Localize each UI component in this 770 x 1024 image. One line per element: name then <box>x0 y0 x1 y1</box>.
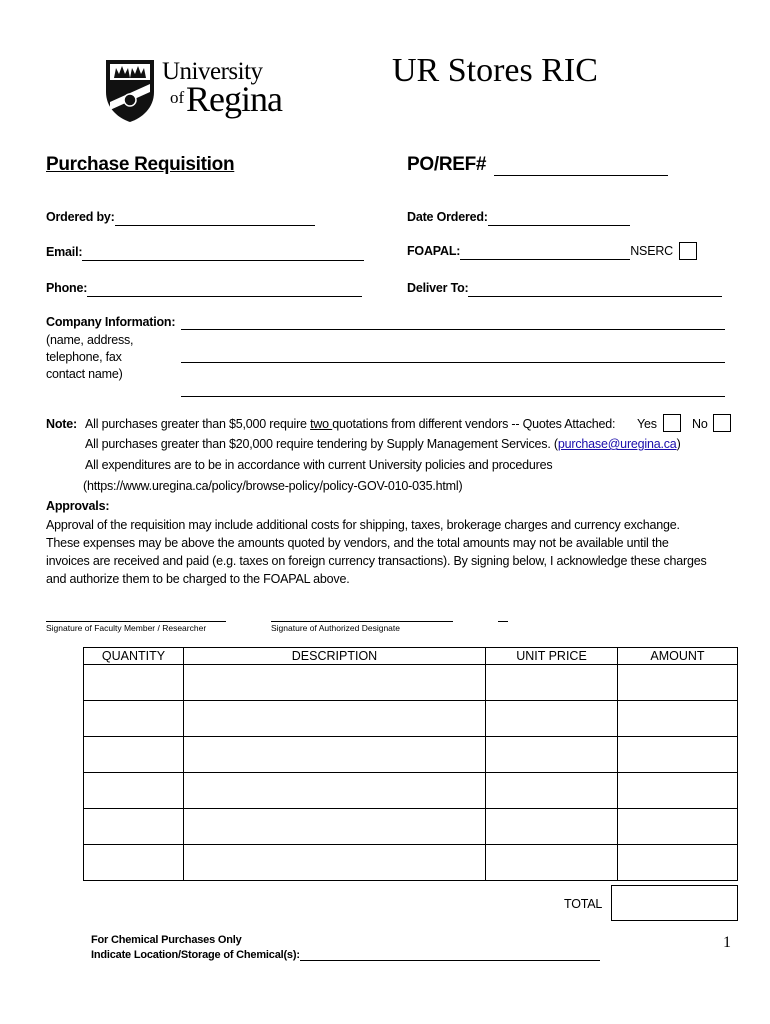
col-unit-price: UNIT PRICE <box>486 648 618 665</box>
table-row <box>84 773 738 809</box>
logo-text-university: University <box>162 58 263 85</box>
no-label: No <box>692 417 708 431</box>
quantity-cell[interactable] <box>84 845 184 881</box>
quantity-cell[interactable] <box>84 665 184 701</box>
approvals-text <box>46 516 707 588</box>
po-ref-label: PO/REF# <box>407 154 487 175</box>
quantity-cell[interactable] <box>84 773 184 809</box>
signature-designate-line[interactable] <box>271 607 453 622</box>
phone-field[interactable] <box>87 282 362 297</box>
total-label: TOTAL <box>564 897 603 911</box>
foapal-row <box>407 242 697 260</box>
date-ordered-row <box>407 208 630 226</box>
company-field-line-1[interactable] <box>181 315 725 330</box>
signature-researcher-label: Signature of Faculty Member / Researcher <box>46 623 207 633</box>
logo-text-of: of <box>170 88 185 107</box>
phone-row <box>46 279 362 297</box>
note-line-2-text: All purchases greater than $20,000 require tendering by Supply Management Services. ( <box>85 437 558 451</box>
amount-cell[interactable] <box>618 845 738 881</box>
approvals-label: Approvals: <box>46 499 110 513</box>
description-cell[interactable] <box>184 809 486 845</box>
table-row <box>84 701 738 737</box>
items-table <box>83 647 738 881</box>
page-number: 1 <box>723 934 731 951</box>
chemical-location-field[interactable] <box>300 949 600 961</box>
approvals-line-4: and authorize them to be charged to the FOAPAL above. <box>46 572 350 586</box>
description-cell[interactable] <box>184 737 486 773</box>
note-line-1-text: All purchases greater than $5,000 require <box>85 417 311 431</box>
col-quantity: QUANTITY <box>84 648 184 665</box>
company-hint-line-1: (name, address, <box>46 333 134 347</box>
chemical-purchases-label: For Chemical Purchases Only <box>91 934 242 946</box>
unit-price-cell[interactable] <box>486 773 618 809</box>
company-label: Company Information: <box>46 315 176 329</box>
note-line-1 <box>85 417 615 431</box>
total-field[interactable] <box>611 885 738 921</box>
note-line-2-close: ) <box>676 437 681 451</box>
deliver-to-field[interactable] <box>468 282 722 297</box>
quantity-cell[interactable] <box>84 701 184 737</box>
description-cell[interactable] <box>184 773 486 809</box>
date-ordered-field[interactable] <box>488 211 630 226</box>
logo-text-regina: Regina <box>186 79 282 119</box>
phone-label: Phone: <box>46 281 88 295</box>
company-hint-line-2: telephone, fax <box>46 350 122 364</box>
items-body <box>84 665 738 881</box>
note-label: Note: <box>46 417 77 431</box>
unit-price-cell[interactable] <box>486 701 618 737</box>
quantity-cell[interactable] <box>84 809 184 845</box>
table-row <box>84 665 738 701</box>
company-hint-line-3: contact name) <box>46 367 123 381</box>
chemical-location-row <box>91 949 600 961</box>
table-header-row <box>84 648 738 665</box>
signature-researcher-line[interactable] <box>46 607 226 622</box>
signature-designate-label: Signature of Authorized Designate <box>271 623 401 633</box>
ordered-by-field[interactable] <box>115 211 315 226</box>
amount-cell[interactable] <box>618 665 738 701</box>
form-title: Purchase Requisition <box>46 154 235 175</box>
note-two-underlined: two <box>310 417 333 431</box>
yes-label: Yes <box>637 417 657 431</box>
amount-cell[interactable] <box>618 773 738 809</box>
quotes-no-checkbox[interactable] <box>713 414 731 432</box>
company-hint <box>46 332 133 383</box>
po-ref-field[interactable] <box>494 161 668 176</box>
nserc-checkbox[interactable] <box>679 242 697 260</box>
company-field-line-3[interactable] <box>181 382 725 397</box>
signature-date-line[interactable] <box>498 607 508 622</box>
foapal-label: FOAPAL: <box>407 244 461 259</box>
approvals-line-2: These expenses may be above the amounts quoted by vendors, and the total amounts may not be available until the <box>46 536 669 550</box>
table-row <box>84 809 738 845</box>
deliver-to-row <box>407 279 722 297</box>
description-cell[interactable] <box>184 665 486 701</box>
description-cell[interactable] <box>184 845 486 881</box>
unit-price-cell[interactable] <box>486 665 618 701</box>
unit-price-cell[interactable] <box>486 845 618 881</box>
university-logo <box>100 56 300 126</box>
note-line-1-text-b: quotations from different vendors -- Quotes Attached: <box>332 417 616 431</box>
unit-price-cell[interactable] <box>486 737 618 773</box>
email-row <box>46 243 364 261</box>
nserc-label: NSERC <box>630 244 673 259</box>
store-title: UR Stores RIC <box>392 52 598 89</box>
quantity-cell[interactable] <box>84 737 184 773</box>
amount-cell[interactable] <box>618 701 738 737</box>
date-ordered-label: Date Ordered: <box>407 210 488 224</box>
note-line-3: All expenditures are to be in accordance with current University policies and procedures <box>85 458 553 472</box>
deliver-to-label: Deliver To: <box>407 281 469 295</box>
table-row <box>84 845 738 881</box>
col-amount: AMOUNT <box>618 648 738 665</box>
table-row <box>84 737 738 773</box>
col-description: DESCRIPTION <box>184 648 486 665</box>
quotes-yes-checkbox[interactable] <box>663 414 681 432</box>
note-line-2 <box>85 437 681 451</box>
company-field-line-2[interactable] <box>181 348 725 363</box>
ordered-by-label: Ordered by: <box>46 210 115 224</box>
crest-icon <box>104 58 156 124</box>
policy-url: (https://www.uregina.ca/policy/browse-policy/policy-GOV-010-035.html) <box>83 479 463 493</box>
unit-price-cell[interactable] <box>486 809 618 845</box>
description-cell[interactable] <box>184 701 486 737</box>
ordered-by-row <box>46 208 315 226</box>
purchase-email-link[interactable]: purchase@uregina.ca <box>557 437 677 451</box>
foapal-field[interactable] <box>460 245 630 260</box>
approvals-line-3: invoices are received and paid (e.g. taxes on foreign currency transactions). By signing below, I acknowledge these charges <box>46 554 707 568</box>
chemical-location-label: Indicate Location/Storage of Chemical(s): <box>91 949 300 961</box>
email-label: Email: <box>46 245 83 259</box>
email-field[interactable] <box>82 246 364 261</box>
amount-cell[interactable] <box>618 737 738 773</box>
amount-cell[interactable] <box>618 809 738 845</box>
approvals-line-1: Approval of the requisition may include additional costs for shipping, taxes, brokerage charges and currency exchange. <box>46 518 680 532</box>
